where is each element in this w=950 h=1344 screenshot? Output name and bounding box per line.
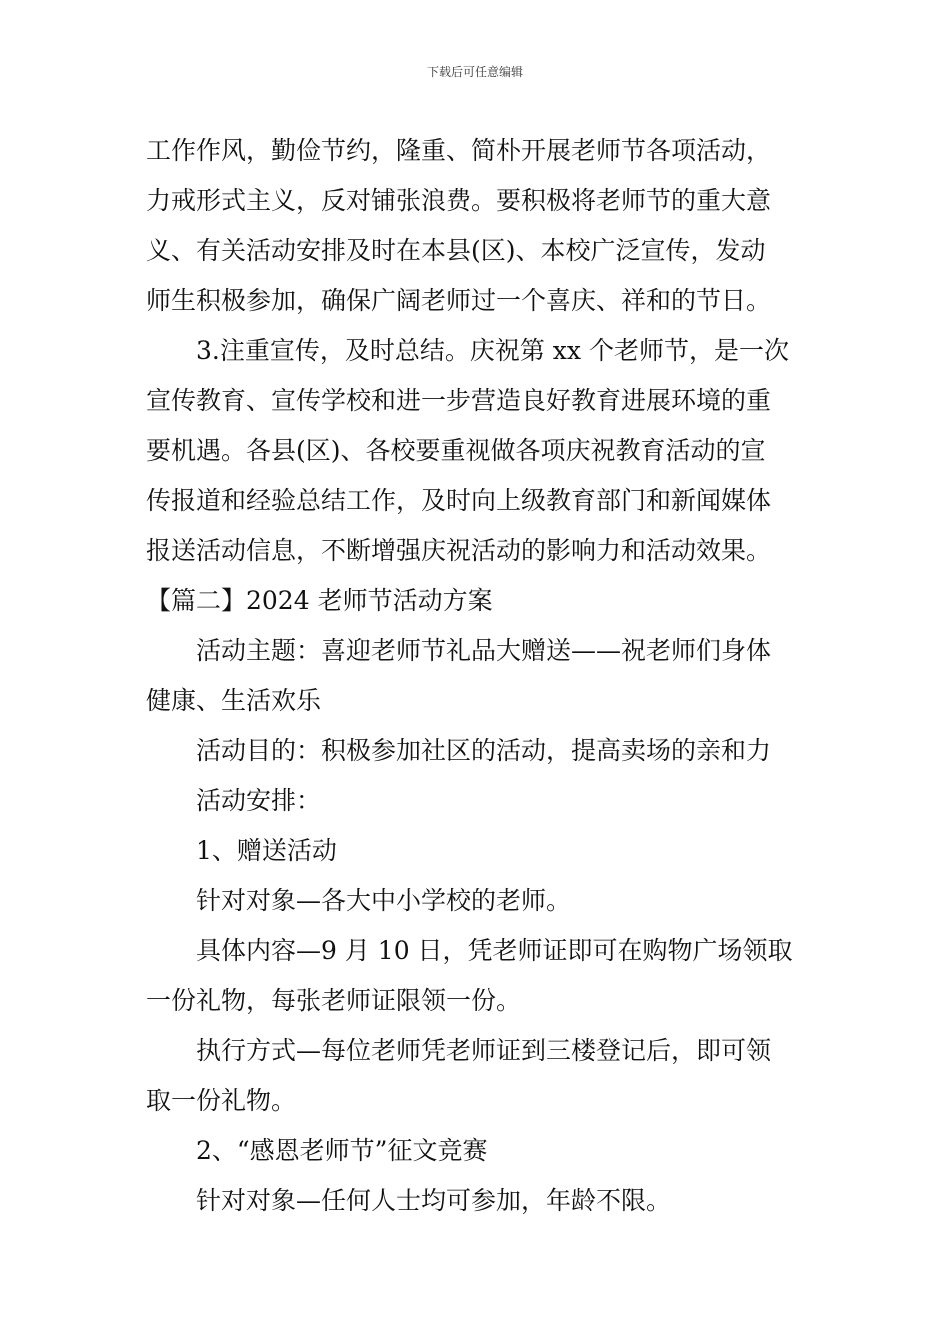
text-line: 一份礼物，每张老师证限领一份。: [146, 986, 522, 1015]
list-item-heading: 1、赠送活动: [196, 836, 337, 865]
text-line: 要机遇。各县(区)、各校要重视做各项庆祝教育活动的宣: [146, 436, 766, 465]
text-line: 工作作风，勤俭节约，隆重、简朴开展老师节各项活动，: [146, 136, 772, 165]
text-line: 具体内容—9 月 10 日，凭老师证即可在购物广场领取: [196, 936, 793, 965]
text-line: 针对对象—任何人士均可参加，年龄不限。: [196, 1186, 672, 1215]
document-body: [146, 126, 808, 1226]
text-line: 3.注重宣传，及时总结。庆祝第 xx 个老师节，是一次: [196, 336, 789, 365]
text-line: 活动安排：: [196, 786, 322, 815]
text-line: 力戒形式主义，反对铺张浪费。要积极将老师节的重大意: [146, 186, 772, 215]
text-line: 报送活动信息，不断增强庆祝活动的影响力和活动效果。: [146, 536, 772, 565]
text-line: 活动主题：喜迎老师节礼品大赠送——祝老师们身体: [196, 636, 772, 665]
text-line: 执行方式—每位老师凭老师证到三楼登记后，即可领: [196, 1036, 772, 1065]
text-line: 传报道和经验总结工作，及时向上级教育部门和新闻媒体: [146, 486, 772, 515]
text-line: 取一份礼物。: [146, 1086, 297, 1115]
section-heading: 【篇二】2024 老师节活动方案: [146, 586, 493, 615]
text-line: 义、有关活动安排及时在本县(区)、本校广泛宣传，发动: [146, 236, 766, 265]
text-line: 师生积极参加，确保广阔老师过一个喜庆、祥和的节日。: [146, 286, 772, 315]
text-line: 针对对象—各大中小学校的老师。: [196, 886, 572, 915]
page-header: 下载后可任意编辑: [426, 65, 523, 79]
text-line: 健康、生活欢乐: [146, 686, 322, 715]
text-line: 宣传教育、宣传学校和进一步营造良好教育进展环境的重: [146, 386, 772, 415]
list-item-heading: 2、“感恩老师节”征文竞赛: [196, 1136, 488, 1165]
text-line: 活动目的：积极参加社区的活动，提高卖场的亲和力: [196, 736, 772, 765]
